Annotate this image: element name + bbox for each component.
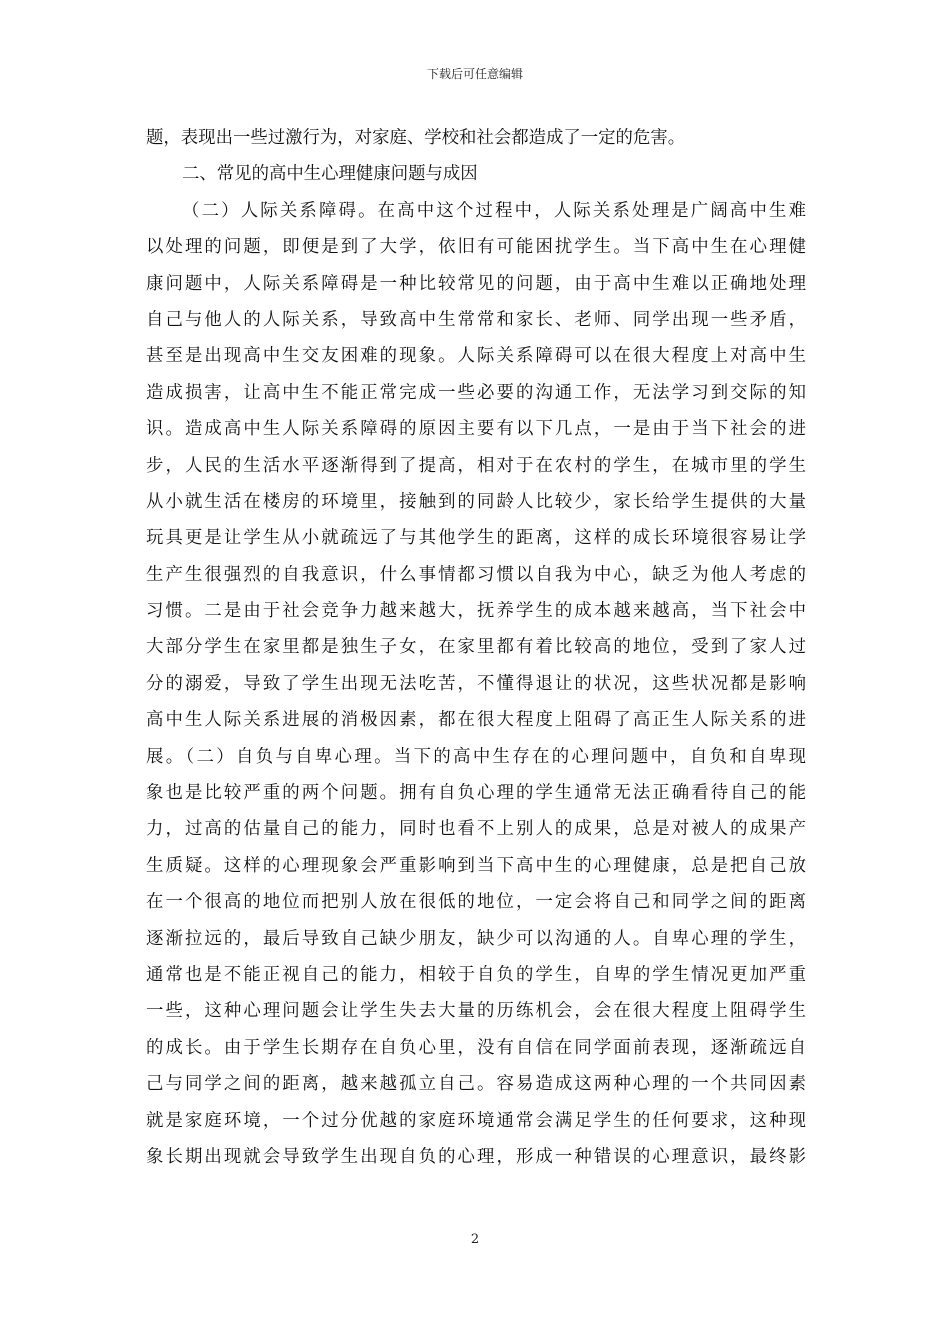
- text-line: 一些，这种心理问题会让学生失去大量的历练机会，会在很大程度上阻碍学生: [146, 1001, 806, 1022]
- section-heading: 二、常见的高中生心理健康问题与成因: [182, 164, 478, 185]
- text-line: 康问题中，人际关系障碍是一种比较常见的问题，由于高中生难以正确地处理: [146, 273, 806, 294]
- document-body: [146, 120, 806, 1175]
- text-line: 从小就生活在楼房的环境里，接触到的同龄人比较少，家长给学生提供的大量: [146, 491, 806, 512]
- text-line: （二）人际关系障碍。在高中这个过程中，人际关系处理是广阔高中生难: [182, 200, 806, 221]
- page-header: 下载后可任意编辑: [426, 67, 523, 81]
- text-line: 识。造成高中生人际关系障碍的原因主要有以下几点，一是由于当下社会的进: [146, 419, 806, 440]
- text-line: 大部分学生在家里都是独生子女，在家里都有着比较高的地位，受到了家人过: [146, 637, 806, 658]
- text-line: 自己与他人的人际关系，导致高中生常常和家长、老师、同学出现一些矛盾，: [146, 309, 806, 330]
- text-line: 就是家庭环境，一个过分优越的家庭环境通常会满足学生的任何要求，这种现: [146, 1110, 806, 1131]
- text-line: 的成长。由于学生长期存在自负心里，没有自信在同学面前表现，逐渐疏远自: [146, 1037, 806, 1058]
- text-line: 力，过高的估量自己的能力，同时也看不上别人的成果，总是对被人的成果产: [146, 819, 806, 840]
- text-line: 生质疑。这样的心理现象会严重影响到当下高中生的心理健康，总是把自己放: [146, 855, 806, 876]
- text-line: 高中生人际关系进展的消极因素，都在很大程度上阻碍了高正生人际关系的进: [146, 710, 806, 731]
- text-line: 生产生很强烈的自我意识，什么事情都习惯以自我为中心，缺乏为他人考虑的: [146, 564, 806, 585]
- text-line: 在一个很高的地位而把别人放在很低的地位，一定会将自己和同学之间的距离: [146, 892, 806, 913]
- text-line: 玩具更是让学生从小就疏远了与其他学生的距离，这样的成长环境很容易让学: [146, 528, 806, 549]
- text-line: 己与同学之间的距离，越来越孤立自己。容易造成这两种心理的一个共同因素: [146, 1074, 806, 1095]
- text-line: 甚至是出现高中生交友困难的现象。人际关系障碍可以在很大程度上对高中生: [146, 346, 806, 367]
- text-line: 象也是比较严重的两个问题。拥有自负心理的学生通常无法正确看待自己的能: [146, 783, 806, 804]
- text-line: 逐渐拉远的，最后导致自己缺少朋友，缺少可以沟通的人。自卑心理的学生，: [146, 928, 806, 949]
- text-line: 题，表现出一些过激行为，对家庭、学校和社会都造成了一定的危害。: [146, 128, 686, 148]
- text-line: 步，人民的生活水平逐渐得到了提高，相对于在农村的学生，在城市里的学生: [146, 455, 806, 476]
- text-line: 造成损害，让高中生不能正常完成一些必要的沟通工作，无法学习到交际的知: [146, 382, 806, 403]
- page-number: 2: [470, 1232, 480, 1247]
- text-line: 象长期出现就会导致学生出现自负的心理，形成一种错误的心理意识，最终影: [146, 1146, 806, 1167]
- text-line: 分的溺爱，导致了学生出现无法吃苦，不懂得退让的状况，这些状况都是影响: [146, 673, 806, 694]
- text-line: 习惯。二是由于社会竞争力越来越大，抚养学生的成本越来越高，当下社会中: [146, 601, 806, 622]
- text-line: 展。（二）自负与自卑心理。当下的高中生存在的心理问题中，自负和自卑现: [146, 746, 806, 767]
- text-line: 通常也是不能正视自己的能力，相较于自负的学生，自卑的学生情况更加严重: [146, 964, 806, 985]
- text-line: 以处理的问题，即便是到了大学，依旧有可能困扰学生。当下高中生在心理健: [146, 237, 806, 258]
